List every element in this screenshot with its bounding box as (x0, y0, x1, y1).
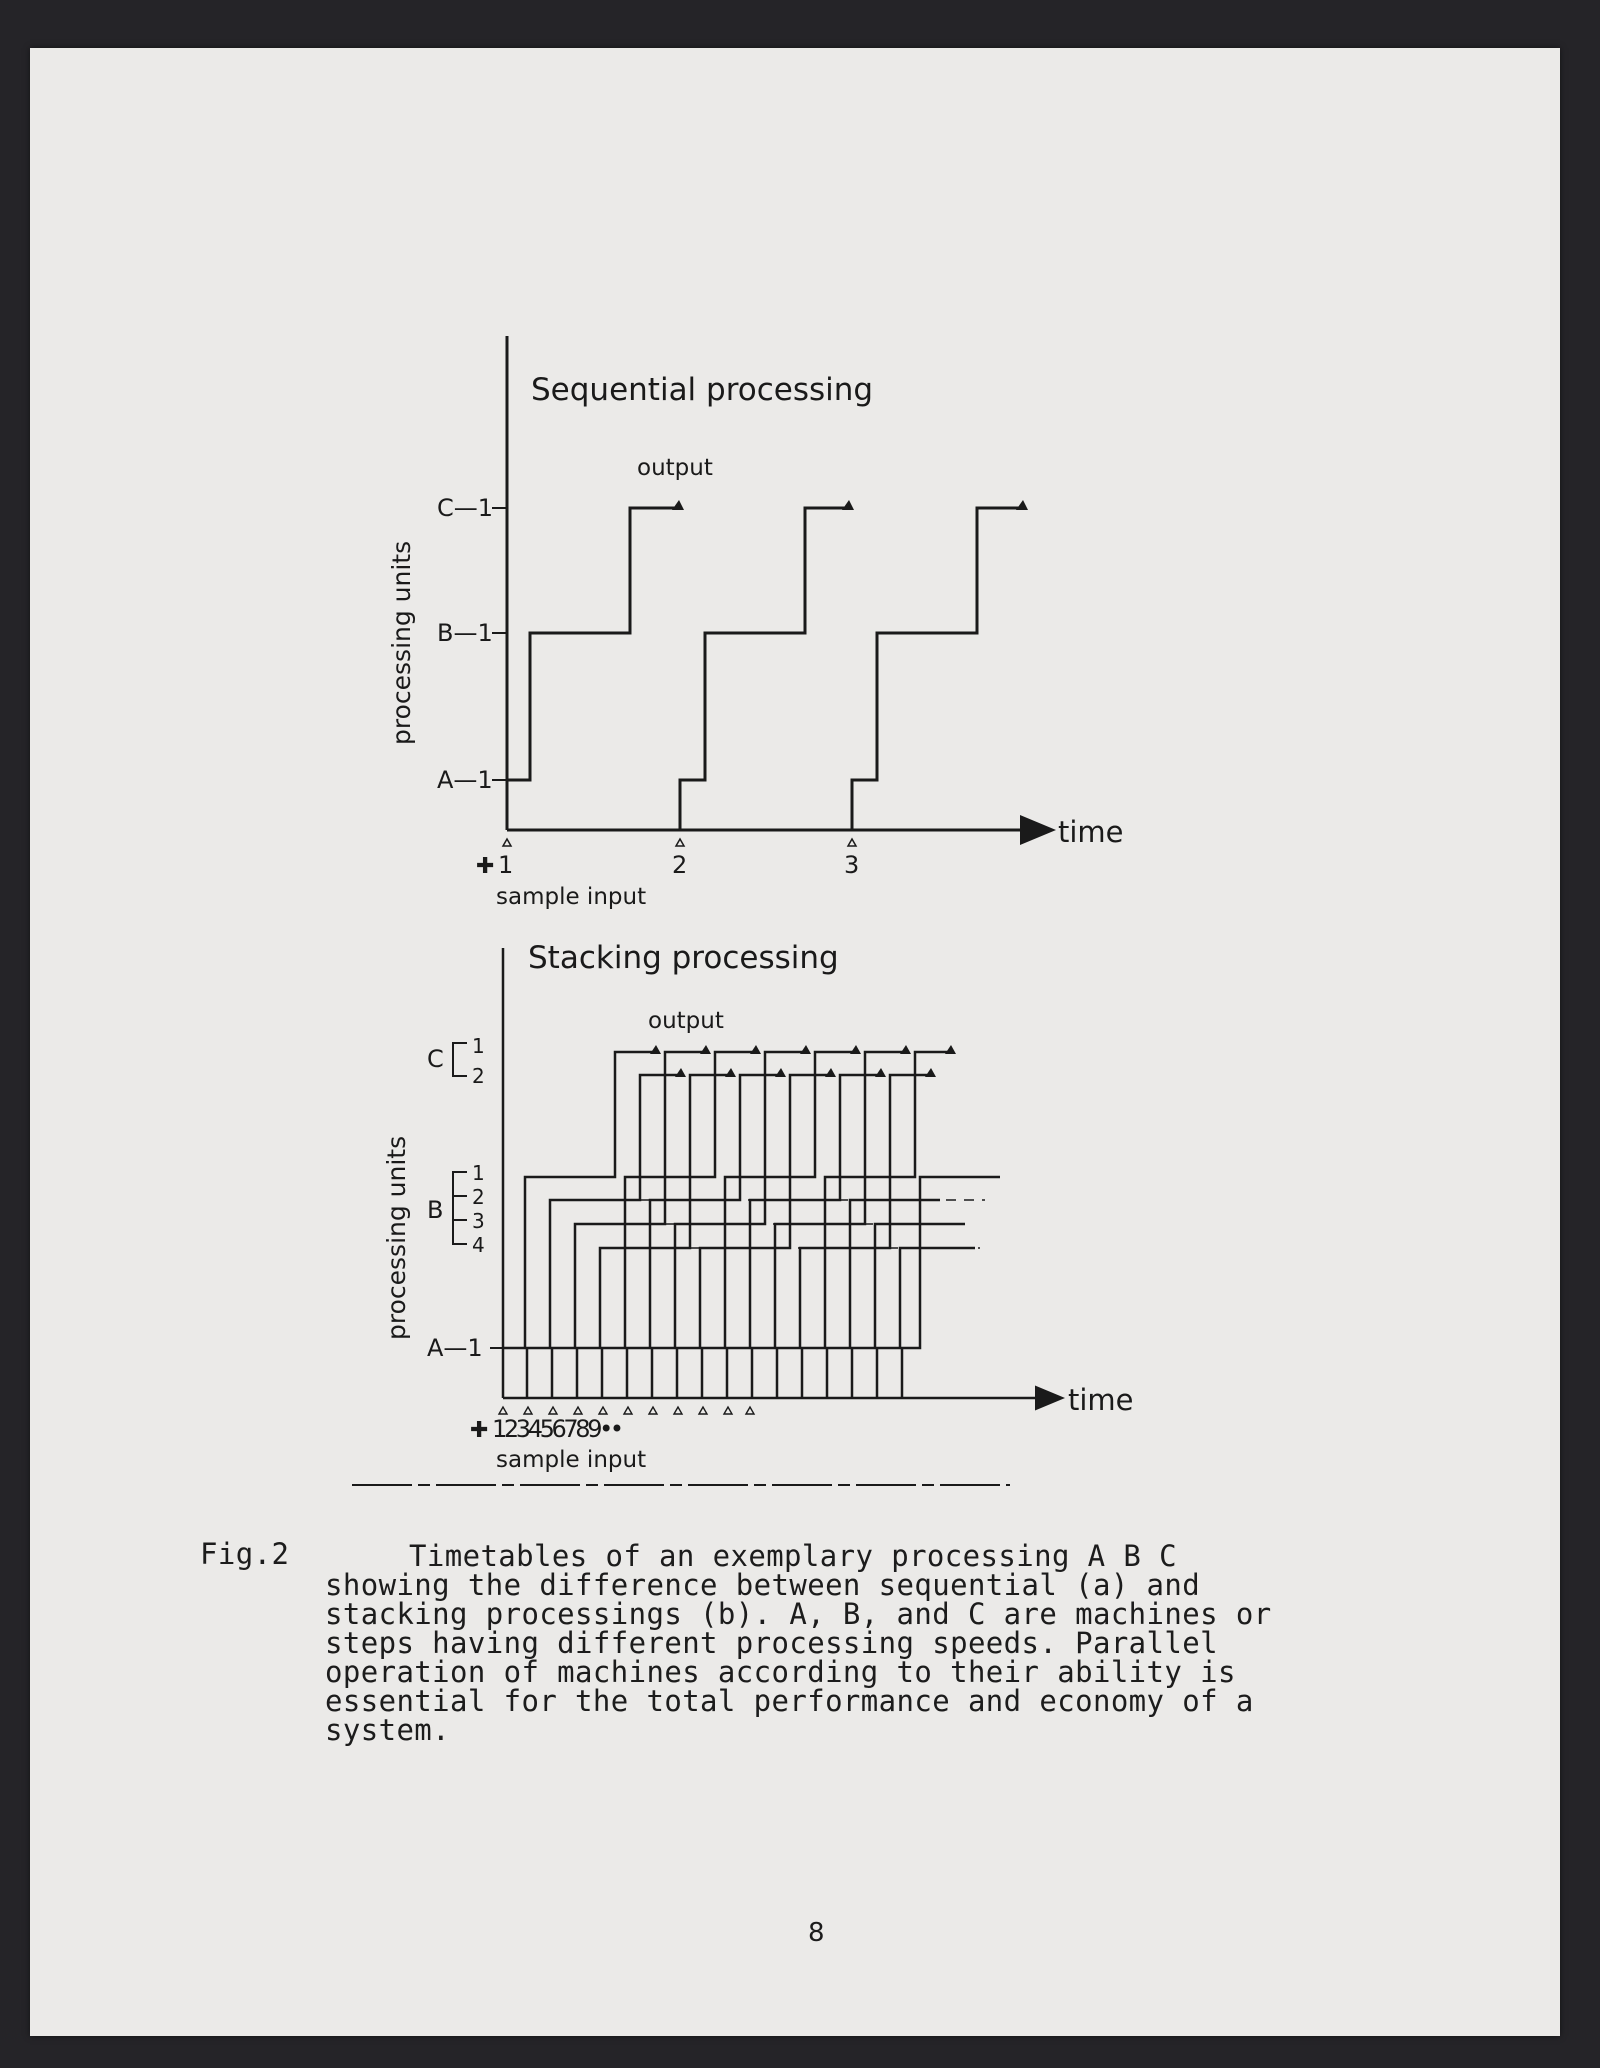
unit-c-sub-2: 2 (472, 1064, 485, 1088)
stacking-chart (453, 948, 1060, 1414)
chart-title: Stacking processing (528, 940, 839, 976)
unit-b-sub-3: 3 (472, 1209, 485, 1233)
caption-line: system. (325, 1713, 451, 1747)
x-axis-label: time (1058, 815, 1124, 849)
input-marker (503, 839, 511, 846)
output-label: output (637, 455, 713, 481)
caption-line: stacking processings (b). A, B, and C are machines or (325, 1597, 1272, 1631)
output-marker (842, 500, 854, 510)
sequence-trace-3 (852, 508, 1022, 830)
input-cross: ✚ (476, 854, 495, 879)
unit-c-label: C—1 (437, 494, 494, 522)
y-axis-label: processing units (382, 1135, 411, 1340)
unit-b-sub-2: 2 (472, 1185, 485, 1209)
y-axis-label: processing units (387, 540, 416, 745)
unit-c-sub-1: 1 (472, 1034, 485, 1058)
caption-line: essential for the total performance and economy of a (325, 1684, 1254, 1718)
input-label: sample input (496, 1447, 647, 1473)
input-number-3: 3 (844, 851, 860, 879)
output-label: output (648, 1008, 724, 1034)
output-marker (1016, 500, 1028, 510)
chart-title: Sequential processing (531, 372, 874, 408)
x-axis-label: time (1068, 1383, 1134, 1417)
input-marker (676, 839, 684, 846)
input-cross: ✚ (470, 1418, 489, 1443)
unit-a-label: A—1 (437, 766, 493, 794)
unit-a-label: A—1 (427, 1334, 483, 1362)
input-label: sample input (496, 884, 647, 910)
page-number: 8 (808, 1918, 825, 1948)
input-marker (848, 839, 856, 846)
caption-line: showing the difference between sequential (a) and (325, 1568, 1201, 1602)
sequence-trace-2 (680, 508, 848, 830)
input-number-1: 1 (498, 851, 514, 879)
sequence-trace-1 (507, 508, 678, 780)
unit-b-sub-1: 1 (472, 1161, 485, 1185)
output-marker (672, 500, 684, 510)
input-numbers: 1 2 3 4 5 6 7 8 9 • • (492, 1415, 619, 1443)
unit-b-label: B—1 (437, 619, 493, 647)
stacking-labels (382, 940, 1134, 1473)
sequential-chart (492, 336, 1050, 846)
figure-label: Fig.2 (200, 1537, 290, 1571)
caption-line: steps having different processing speeds. Parallel (325, 1626, 1218, 1660)
caption-line: operation of machines according to their ability is (325, 1655, 1236, 1689)
figure-caption (325, 1539, 1325, 1747)
unit-c-label: C (427, 1045, 444, 1073)
unit-b-sub-4: 4 (472, 1233, 485, 1257)
input-number-2: 2 (672, 851, 688, 879)
unit-b-label: B (427, 1196, 444, 1224)
caption-line: Timetables of an exemplary processing A B C (409, 1539, 1177, 1573)
